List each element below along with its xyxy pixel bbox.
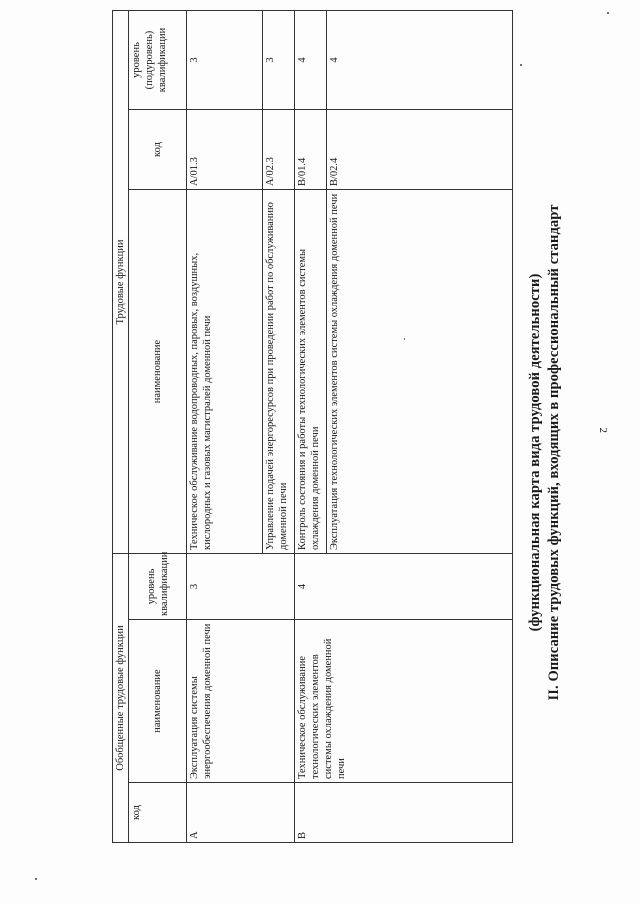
section-subtitle: (функциональная карта вида трудовой деятельности) <box>527 273 543 632</box>
function-code: A/02.3 <box>263 110 295 190</box>
header-function-level: уровень (подуровень) квалификации <box>129 10 187 109</box>
function-name: Техническое обслуживание водопроводных, паровых, воздушных, кислородных и газовых магистралей доменной печи <box>187 190 263 554</box>
section-title: II. Описание трудовых функций, входящих в профессиональный стандарт <box>546 204 562 701</box>
group-name: Эксплуатация системы энергообеспечения доменной печи <box>187 620 295 783</box>
header-labor-functions: Трудовые функции <box>113 10 129 553</box>
group-code: B <box>295 783 513 843</box>
header-function-code: код <box>129 110 187 190</box>
group-code: A <box>187 783 295 843</box>
header-generalized-functions: Обобщенные трудовые функции <box>113 554 129 843</box>
header-code: код <box>129 783 187 843</box>
scan-speck <box>607 12 609 14</box>
scan-speck <box>404 338 405 340</box>
group-level: 4 <box>295 554 513 620</box>
header-name: наименование <box>129 620 187 783</box>
group-name: Техническое обслуживание технологических элементов системы охлаждения доменной печи <box>295 620 513 783</box>
group-level: 3 <box>187 554 295 620</box>
functional-map-table <box>112 11 514 843</box>
scan-speck <box>520 64 522 66</box>
function-code: B/01.4 <box>295 110 327 190</box>
function-level: 4 <box>295 10 327 109</box>
header-level: уровень квалификации <box>129 554 187 620</box>
function-level: 3 <box>187 10 263 109</box>
header-function-name: наименование <box>129 190 187 554</box>
function-code: B/02.4 <box>327 110 513 190</box>
function-name: Эксплуатация технологических элементов системы охлаждения доменной печи <box>327 190 513 554</box>
page-number: 2 <box>597 427 609 433</box>
function-level: 4 <box>327 10 513 109</box>
function-code: A/01.3 <box>187 110 263 190</box>
table-row <box>295 10 327 842</box>
function-name: Управление подачей энергоресурсов при проведении работ по обслуживанию доменной печи <box>263 190 295 554</box>
function-level: 3 <box>263 10 295 109</box>
scan-speck <box>35 878 37 880</box>
function-name: Контроль состояния и работы технологических элементов системы охлаждения доменной печи <box>295 190 327 554</box>
table-row <box>187 10 263 842</box>
